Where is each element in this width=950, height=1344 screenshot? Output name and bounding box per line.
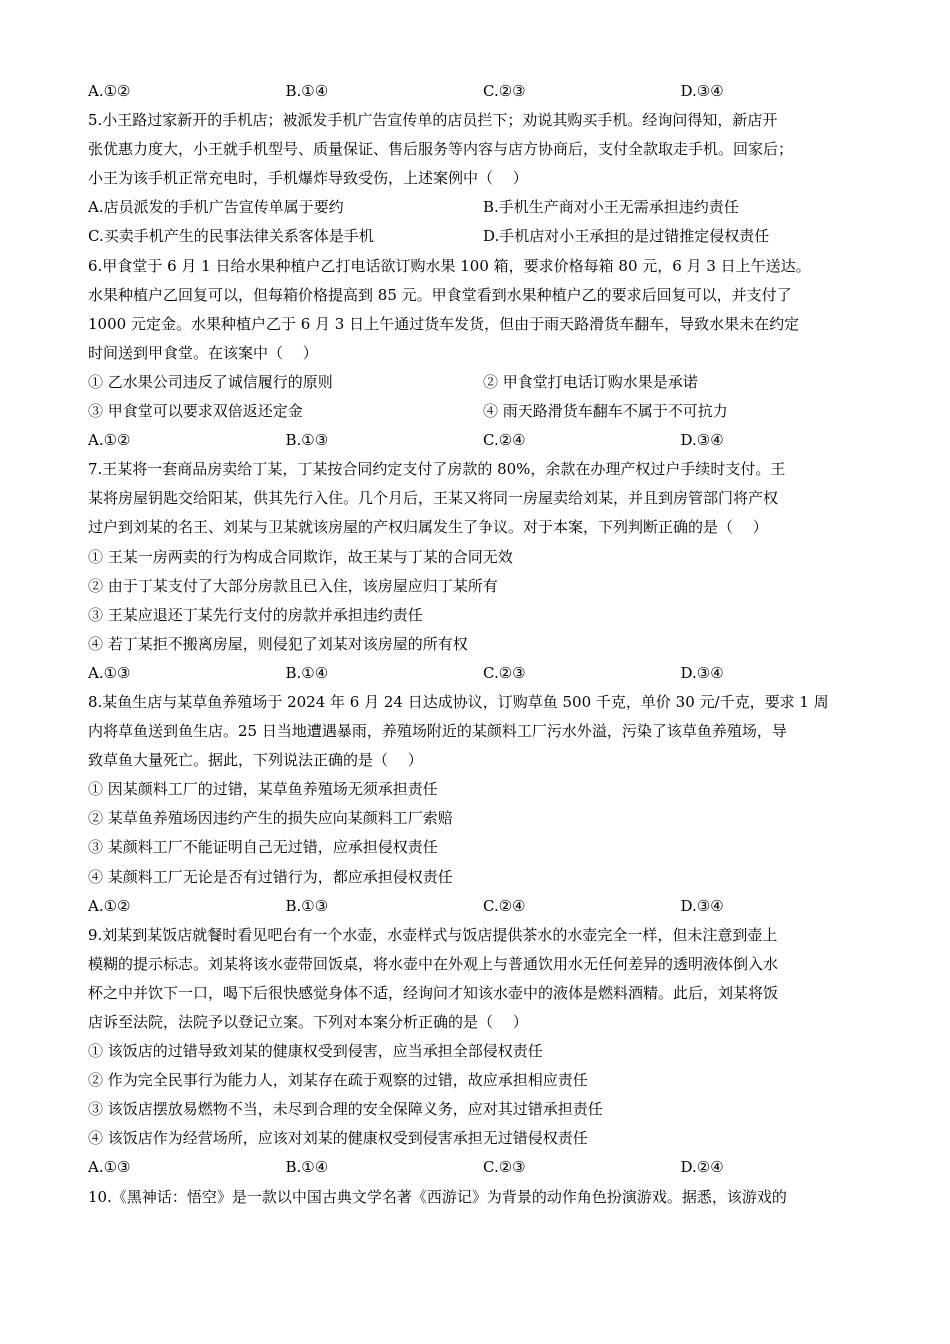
q7-statement-3: ③ 王某应退还丁某先行支付的房款并承担违约责任 — [88, 605, 423, 624]
q5-option-b[interactable]: B.手机生产商对小王无需承担违约责任 — [483, 198, 739, 217]
q8-stem-line-2: 内将草鱼送到鱼生店。25 日当地遭遇暴雨，养殖场附近的某颜料工厂污水外溢，污染了该草鱼养殖场，导 — [88, 722, 787, 741]
q6-statements-row-2 — [88, 397, 878, 426]
q5-stem-line-1: 5.小王路过家新开的手机店；被派发手机广告宣传单的店员拦下；劝说其购买手机。经询问得知，新店开 — [88, 111, 778, 130]
q6-option-b[interactable]: B.①③ — [285, 431, 329, 450]
q8-stem-line-3: 致草鱼大量死亡。据此，下列说法正确的是（ ） — [88, 751, 423, 770]
q7-statement-2: ② 由于丁某支付了大部分房款且已入住，该房屋应归丁某所有 — [88, 576, 498, 595]
q9-option-b[interactable]: B.①④ — [285, 1158, 329, 1177]
q7-statement-4: ④ 若丁某拒不搬离房屋，则侵犯了刘某对该房屋的所有权 — [88, 634, 468, 653]
q6-option-a[interactable]: A.①② — [88, 431, 131, 450]
q9-option-a[interactable]: A.①③ — [88, 1158, 131, 1177]
q6-stem-line-4: 时间送到甲食堂。在该案中（ ） — [88, 343, 318, 362]
q8-statement-2: ② 某草鱼养殖场因违约产生的损失应向某颜料工厂索赔 — [88, 809, 453, 828]
q9-statement-1: ① 该饭店的过错导致刘某的健康权受到侵害，应当承担全部侵权责任 — [88, 1042, 543, 1061]
q6-stem-line-1: 6.甲食堂于 6 月 1 日给水果种植户乙打电话欲订购水果 100 箱，要求价格每箱 80 元，6 月 3 日上午送达。 — [88, 256, 811, 275]
q9-stem-line-1: 9.刘某到某饭店就餐时看见吧台有一个水壶，水壶样式与饭店提供茶水的水壶完全一样，但未注意到壶上 — [88, 925, 778, 944]
q9-statement-2: ② 作为完全民事行为能力人，刘某存在疏于观察的过错，故应承担相应责任 — [88, 1071, 588, 1090]
q4-options — [88, 77, 878, 106]
q8-statement-1: ① 因某颜料工厂的过错，某草鱼养殖场无须承担责任 — [88, 780, 438, 799]
q6-statements-row-1 — [88, 368, 878, 397]
q5-option-a[interactable]: A.店员派发的手机广告宣传单属于要约 — [88, 198, 344, 217]
q9-stem-line-4: 店诉至法院，法院予以登记立案。下列对本案分析正确的是（ ） — [88, 1013, 528, 1031]
q8-options — [88, 892, 878, 921]
q7-option-c[interactable]: C.②③ — [483, 663, 526, 682]
q4-option-c[interactable]: C.②③ — [483, 82, 526, 100]
q8-option-c[interactable]: C.②④ — [483, 896, 526, 915]
q6-statement-1: ① 乙水果公司违反了诚信履行的原则 — [88, 372, 333, 391]
q6-options — [88, 426, 878, 455]
q7-option-a[interactable]: A.①③ — [88, 663, 131, 682]
q6-statement-2: ② 甲食堂打电话订购水果是承诺 — [483, 372, 698, 391]
document-page — [88, 77, 878, 1212]
q7-statement-1: ① 王某一房两卖的行为构成合同欺诈，故王某与丁某的合同无效 — [88, 547, 513, 566]
q6-statement-4: ④ 雨天路滑货车翻车不属于不可抗力 — [483, 402, 728, 421]
q5-options-row-1 — [88, 193, 878, 222]
q9-option-d[interactable]: D.②④ — [680, 1158, 724, 1177]
q7-option-d[interactable]: D.③④ — [680, 663, 724, 682]
q7-stem-line-1: 7.王某将一套商品房卖给丁某，丁某按合同约定支付了房款的 80%，余款在办理产权过户手续时支付。王 — [88, 460, 786, 479]
q6-statement-3: ③ 甲食堂可以要求双倍返还定金 — [88, 402, 303, 421]
q8-option-a[interactable]: A.①② — [88, 896, 131, 915]
q5-stem-line-2: 张优惠力度大，小王就手机型号、质量保证、售后服务等内容与店方协商后，支付全款取走手机。回家后； — [88, 140, 794, 159]
q5-option-c[interactable]: C.买卖手机产生的民事法律关系客体是手机 — [88, 227, 374, 246]
q8-option-d[interactable]: D.③④ — [680, 896, 724, 915]
q7-stem-line-2: 某将房屋钥匙交给阳某，供其先行入住。几个月后，王某又将同一房屋卖给刘某，并且到房管部门将产权 — [88, 489, 779, 508]
q6-stem-line-3: 1000 元定金。水果种植户乙于 6 月 3 日上午通过货车发货，但由于雨天路滑货车翻车，导致水果未在约定 — [88, 314, 800, 333]
q4-option-a[interactable]: A.①② — [88, 82, 131, 100]
q5-option-d[interactable]: D.手机店对小王承担的是过错推定侵权责任 — [483, 227, 770, 246]
q8-option-b[interactable]: B.①③ — [285, 896, 329, 915]
q7-stem-line-3: 过户到刘某的名王、刘某与卫某就该房屋的产权归属发生了争议。对于本案，下列判断正确的是（ ） — [88, 518, 768, 537]
q4-option-d[interactable]: D.③④ — [680, 82, 724, 100]
q6-option-c[interactable]: C.②④ — [483, 431, 526, 450]
q7-options — [88, 659, 878, 688]
q9-stem-line-2: 模糊的提示标志。刘某将该水壶带回饭桌，将水壶中在外观上与普通饮用水无任何差异的透明液体倒入水 — [88, 954, 779, 973]
q5-options-row-2 — [88, 222, 878, 251]
q9-stem-line-3: 杯之中并饮下一口，喝下后很快感觉身体不适，经询问才知该水壶中的液体是燃料酒精。此后，刘某将饭 — [88, 983, 779, 1002]
q5-stem-line-3: 小王为该手机正常充电时，手机爆炸导致受伤，上述案例中（ ） — [88, 169, 528, 188]
q6-stem-line-2: 水果种植户乙回复可以，但每箱价格提高到 85 元。甲食堂看到水果种植户乙的要求后回复可以，并支付了 — [88, 285, 792, 304]
q9-statement-4: ④ 该饭店作为经营场所，应该对刘某的健康权受到侵害承担无过错侵权责任 — [88, 1129, 588, 1148]
q10-stem-line-1: 10.《黑神话：悟空》是一款以中国古典文学名著《西游记》为背景的动作角色扮演游戏。据悉，该游戏的 — [88, 1187, 787, 1206]
q6-option-d[interactable]: D.③④ — [680, 431, 724, 450]
q8-statement-4: ④ 某颜料工厂无论是否有过错行为，都应承担侵权责任 — [88, 867, 453, 886]
q8-stem-line-1: 8.某鱼生店与某草鱼养殖场于 2024 年 6 月 24 日达成协议，订购草鱼 500 千克，单价 30 元/千克，要求 1 周 — [88, 692, 829, 711]
q9-options — [88, 1153, 878, 1182]
q4-option-b[interactable]: B.①④ — [285, 82, 329, 100]
q8-statement-3: ③ 某颜料工厂不能证明自己无过错，应承担侵权责任 — [88, 838, 438, 857]
q9-option-c[interactable]: C.②③ — [483, 1158, 526, 1177]
q7-option-b[interactable]: B.①④ — [285, 663, 329, 682]
q9-statement-3: ③ 该饭店摆放易燃物不当，未尽到合理的安全保障义务，应对其过错承担责任 — [88, 1100, 603, 1119]
